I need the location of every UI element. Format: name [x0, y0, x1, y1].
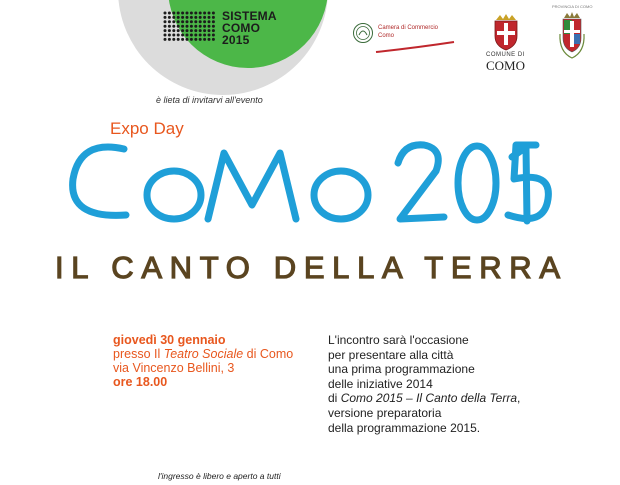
event-title	[40, 135, 560, 240]
logo-dot	[208, 25, 211, 28]
chamber-line-1: Camera di Commercio	[378, 25, 439, 31]
logo-dot	[164, 29, 167, 32]
line5-italic: Como 2015 – Il Canto della Terra	[340, 391, 518, 406]
comune-crest-icon	[490, 12, 522, 52]
line5-suffix: ,	[517, 391, 521, 406]
line5-prefix: di	[328, 391, 341, 406]
logo-dot	[181, 34, 184, 37]
logo-dot	[172, 34, 175, 37]
logo-dot	[203, 16, 206, 19]
invite-text: è lieta di invitarvi all'evento	[156, 95, 263, 105]
logo-dot	[208, 38, 211, 41]
logo-dot	[199, 16, 202, 19]
logo-dot	[212, 34, 215, 37]
logo-dot	[168, 38, 171, 41]
chamber-seal-icon	[352, 22, 374, 44]
logo-dot	[164, 25, 167, 28]
logo-dot	[164, 16, 167, 19]
logo-dot	[203, 25, 206, 28]
logo-dot	[199, 25, 202, 28]
comune-name: COMO	[486, 58, 526, 73]
logo-dot	[168, 25, 171, 28]
event-date	[113, 333, 226, 347]
logo-dot	[168, 34, 171, 37]
logo-dot	[199, 29, 202, 32]
logo-dot	[199, 34, 202, 37]
logo-dot	[212, 38, 215, 41]
date-day: 30 gennaio	[160, 333, 226, 347]
logo-dot	[190, 20, 193, 23]
event-address: via Vincenzo Bellini, 3	[113, 361, 235, 375]
logo-dot	[194, 16, 197, 19]
logo-dot	[186, 25, 189, 28]
logo-dot	[208, 12, 211, 15]
logo-dot	[172, 38, 175, 41]
comune-label: COMUNE DI	[486, 52, 525, 58]
logo-dot	[199, 12, 202, 15]
logo-dot	[168, 12, 171, 15]
description-line: L'incontro sarà l'occasione	[328, 333, 469, 347]
logo-dot	[194, 38, 197, 41]
venue-suffix: di Como	[243, 347, 294, 361]
provincia-crest-icon	[555, 8, 589, 64]
chamber-name	[378, 24, 438, 40]
logo-dot	[190, 25, 193, 28]
logo-dot	[208, 29, 211, 32]
logo-dot	[181, 29, 184, 32]
logo-dot	[172, 12, 175, 15]
organizer-line-3: 2015	[222, 33, 250, 47]
logo-dot	[203, 34, 206, 37]
organizer-line-1: SISTEMA	[222, 9, 277, 23]
logo-dot	[181, 25, 184, 28]
description-line: versione preparatoria	[328, 405, 442, 420]
provincia-label: PROVINCIA DI COMO	[552, 4, 593, 9]
logo-dot	[181, 38, 184, 41]
logo-dot	[208, 34, 211, 37]
logo-dot	[212, 12, 215, 15]
logo-dot	[172, 16, 175, 19]
logo-dot	[194, 29, 197, 32]
logo-dot	[177, 16, 180, 19]
logo-dot	[194, 25, 197, 28]
logo-dot	[203, 12, 206, 15]
logo-dot	[190, 29, 193, 32]
logo-dot	[199, 38, 202, 41]
logo-dot	[172, 29, 175, 32]
date-weekday: giovedì	[113, 333, 161, 347]
logo-dot	[208, 16, 211, 19]
description-line: della programmazione 2015.	[328, 420, 481, 435]
event-time: ore 18.00	[113, 375, 168, 389]
logo-dot	[164, 34, 167, 37]
logo-dot	[212, 20, 215, 23]
logo-dot	[186, 16, 189, 19]
organizer-line-2: COMO	[222, 21, 261, 35]
event-subtitle	[55, 248, 575, 288]
logo-dot	[190, 16, 193, 19]
logo-dot	[186, 34, 189, 37]
chamber-swoosh-icon	[374, 40, 456, 54]
logo-dot	[177, 34, 180, 37]
logo-dot	[168, 20, 171, 23]
dots-logo-icon	[162, 10, 218, 46]
logo-dot	[177, 25, 180, 28]
logo-dot	[194, 20, 197, 23]
logo-dot	[172, 20, 175, 23]
description-line: per presentare alla città	[328, 347, 454, 362]
event-venue	[113, 347, 293, 361]
logo-dot	[164, 12, 167, 15]
logo-dot	[168, 16, 171, 19]
logo-dot	[186, 12, 189, 15]
description-line: delle iniziative 2014	[328, 376, 433, 391]
event-description	[328, 333, 520, 435]
logo-dot	[177, 38, 180, 41]
logo-dot	[186, 20, 189, 23]
event-subtitle-glyphs: IL CANTO DELLA TERRA	[55, 250, 560, 285]
logo-dot	[172, 25, 175, 28]
logo-dot	[203, 29, 206, 32]
organizer-logo-text	[222, 10, 277, 46]
logo-dot	[190, 34, 193, 37]
logo-dot	[168, 29, 171, 32]
logo-dot	[164, 20, 167, 23]
logo-dot	[190, 12, 193, 15]
description-line	[328, 391, 520, 406]
logo-dot	[177, 29, 180, 32]
logo-dot	[208, 20, 211, 23]
logo-dot	[186, 29, 189, 32]
logo-dot	[181, 16, 184, 19]
logo-dot	[194, 12, 197, 15]
logo-dot	[194, 34, 197, 37]
logo-dot	[181, 20, 184, 23]
description-line: una prima programmazione	[328, 362, 475, 377]
logo-dot	[212, 25, 215, 28]
venue-prefix: presso Il	[113, 347, 164, 361]
logo-dot	[181, 12, 184, 15]
logo-dot	[203, 20, 206, 23]
event-label: Expo Day	[110, 119, 184, 138]
logo-dot	[199, 20, 202, 23]
logo-dot	[177, 12, 180, 15]
logo-dot	[212, 16, 215, 19]
free-entry-note: l'ingresso è libero e aperto a tutti	[158, 471, 281, 481]
logo-dot	[203, 38, 206, 41]
logo-dot	[177, 20, 180, 23]
logo-dot	[190, 38, 193, 41]
logo-dot	[212, 29, 215, 32]
logo-dot	[164, 38, 167, 41]
logo-dot	[186, 38, 189, 41]
venue-name: Teatro Sociale	[163, 347, 244, 361]
chamber-line-2: Como	[378, 33, 395, 39]
